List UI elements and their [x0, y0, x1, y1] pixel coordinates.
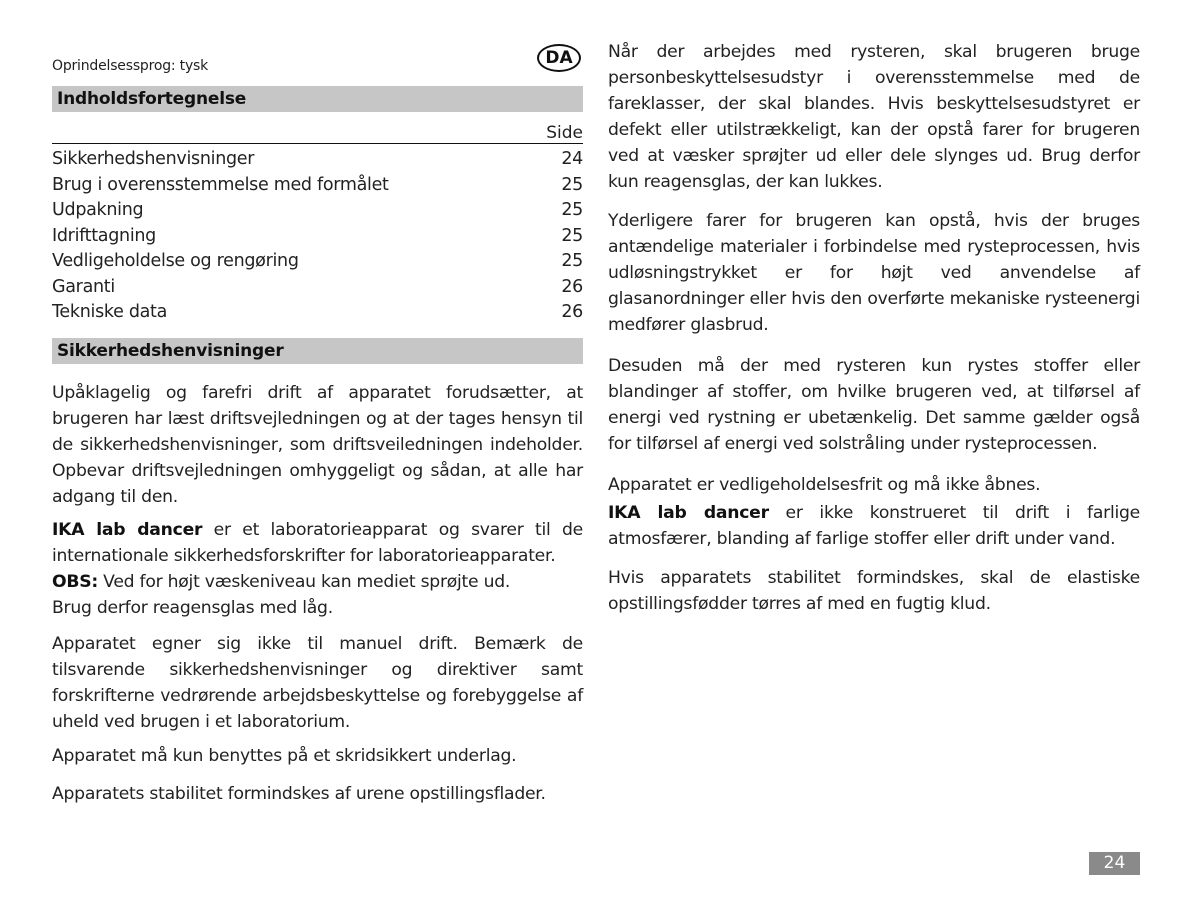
safety-paragraph: Yderligere farer for brugeren kan opstå, hvis der bruges antændelige materialer i forbindelse med rysteprocessen, hvis udløsningstrykket er for højt ved anvendelse af glasanordninger eller hvis den overførte mekaniske rysteenergi medfører glasbrud. [608, 211, 1140, 335]
safety-paragraph: Desuden må der med rysteren kun rystes stoffer eller blandinger af stoffer, om hvilke brugeren ved, at tilførsel af energi ved rystning er ubetænkelig. Det samme gælder også for tilførsel af energi ved solstråling under rysteprocessen. [608, 356, 1140, 454]
toc-entry[interactable] [52, 198, 583, 224]
toc-entry-page: 26 [561, 276, 583, 297]
toc-entry-page: 25 [561, 251, 583, 271]
safety-paragraph: Apparatet er vedligeholdelsesfrit og må ikke åbnes. [608, 475, 1041, 495]
safety-paragraph: Apparatets stabilitet formindskes af urene opstillingsflader. [52, 784, 546, 804]
toc-entry[interactable] [52, 224, 583, 250]
safety-paragraph: Hvis apparatets stabilitet formindskes, skal de elastiske opstillingsfødder tørres af med en fugtig klud. [608, 568, 1140, 614]
toc-entry-label: Tekniske data [52, 302, 168, 322]
toc-list [52, 147, 583, 326]
toc-entry-label: Udpakning [52, 200, 144, 220]
safety-section-title: Sikkerhedshenvisninger [52, 338, 583, 364]
toc-page-column-label: Side [52, 123, 583, 144]
toc-entry-label: Garanti [52, 276, 115, 297]
toc-entry-label: Brug i overensstemmelse med formålet [52, 174, 389, 195]
toc-entry[interactable] [52, 173, 583, 199]
safety-paragraph: Brug derfor reagensglas med låg. [52, 598, 333, 618]
origin-language-note: Oprindelsessprog: tysk [52, 58, 209, 74]
toc-entry[interactable] [52, 300, 583, 326]
product-name: IKA lab dancer [52, 520, 203, 540]
toc-entry-page: 25 [561, 174, 583, 195]
language-badge: DA [537, 44, 581, 72]
safety-paragraph: Når der arbejdes med rysteren, skal brugeren bruge personbeskyttelsesudstyr i overensstemmelse med de fareklasser, der skal blandes. Hvis beskyttelsesudstyret er defekt eller utilstrækkeligt, kan der opstå farer for brugeren ved at væsker sprøjter ud eller dele slynges ud. Brug derfor kun reagensglas, der kan lukkes. [608, 42, 1140, 192]
toc-entry-page: 26 [561, 302, 583, 322]
safety-paragraph: Apparatet må kun benyttes på et skridsikkert underlag. [52, 746, 517, 766]
toc-entry[interactable] [52, 249, 583, 275]
product-name: IKA lab dancer [608, 503, 769, 523]
safety-paragraph-ika: IKA lab dancer er et laboratorieapparat og svarer til de internationale sikkerhedsforskrifter for laboratorieapparater. [52, 520, 583, 566]
toc-entry-page: 25 [561, 200, 583, 220]
toc-entry-page: 24 [561, 149, 583, 169]
obs-label: OBS: [52, 572, 98, 592]
page-number: 24 [1089, 852, 1140, 875]
toc-entry[interactable] [52, 275, 583, 301]
toc-entry-page: 25 [561, 225, 583, 246]
toc-entry-label: Idrifttagning [52, 225, 156, 246]
safety-obs-note: OBS: Ved for højt væskeniveau kan mediet sprøjte ud. [52, 572, 511, 592]
safety-paragraph: Apparatet egner sig ikke til manuel drift. Bemærk de tilsvarende sikkerhedshenvisninger og direktiver samt forskrifterne vedrørende arbejdsbeskyttelse og forebyggelse af uheld ved brugen i et laboratorium. [52, 634, 583, 732]
safety-paragraph: Upåklagelig og farefri drift af apparatet forudsætter, at brugeren har læst driftsvejledningen og at der tages hensyn til de sikkerhedshenvisninger, som driftsveiledningen indeholder. Opbevar driftsvejledningen omhyggeligt og sådan, at alle har adgang til den. [52, 383, 583, 507]
toc-entry-label: Vedligeholdelse og rengøring [52, 251, 299, 271]
safety-paragraph-ika: IKA lab dancer er ikke konstrueret til drift i farlige atmosfærer, blanding af farlige stoffer eller drift under vand. [608, 503, 1140, 549]
toc-entry-label: Sikkerhedshenvisninger [52, 149, 255, 169]
toc-entry[interactable] [52, 147, 583, 173]
toc-title: Indholdsfortegnelse [52, 86, 583, 112]
